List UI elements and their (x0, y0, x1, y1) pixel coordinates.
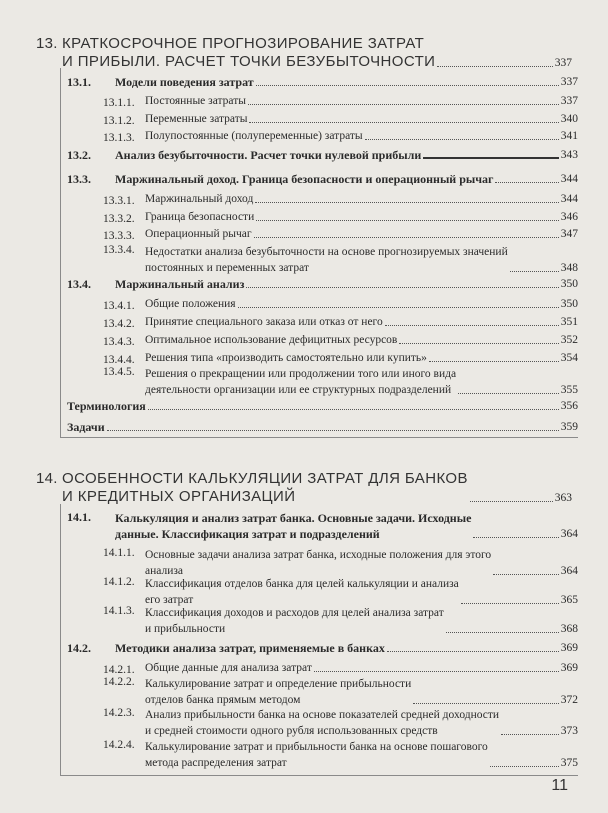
frame-bottom-rule (61, 437, 578, 438)
toc-entry-13-3-4: 13.3.4. Недостатки анализа безубыточности на основе прогнозируемых значений постоянных и переменных затрат 348 (103, 244, 578, 274)
toc-entry-13-3-3: 13.3.3. Операционный рычаг 347 (103, 228, 578, 242)
toc-entry-13-1-2: 13.1.2. Переменные затраты 340 (103, 113, 578, 127)
toc-entry-14-1: 14.1. Калькуляция и анализ затрат банка. Основные задачи. Исходные данные. Классификация затрат и подразделений 364 (67, 510, 578, 541)
toc-entry-14-2: 14.2. Методики анализа затрат, применяемые в банках 369 (67, 641, 578, 655)
toc-entry-13-2: 13.2. Анализ безубыточности. Расчет точки нулевой прибыли 343 (67, 148, 578, 162)
toc-entry-14-1-2: 14.1.2. Классификация отделов банка для целей калькуляции и анализа его затрат 365 (103, 576, 578, 606)
toc-entry-13-4: 13.4. Маржинальный анализ 350 (67, 277, 578, 291)
chapter-14-title: ОСОБЕННОСТИ КАЛЬКУЛЯЦИИ ЗАТРАТ ДЛЯ БАНКОВ И КРЕДИТНЫХ ОРГАНИЗАЦИЙ (62, 470, 468, 505)
toc-entry-13-4-4: 13.4.4. Решения типа «производить самостоятельно или купить» 354 (103, 352, 578, 366)
chapter-13-page: 337 (554, 57, 572, 69)
chapter-13-frame (60, 68, 578, 438)
toc-entry-14-2-1: 14.2.1. Общие данные для анализа затрат 369 (103, 662, 578, 676)
toc-entry-14-2-2: 14.2.2. Калькулирование затрат и определение прибыльности отделов банка прямым методом 372 (103, 676, 578, 706)
page-number: 11 (551, 777, 568, 794)
toc-entry-13-3: 13.3. Маржинальный доход. Граница безопасности и операционный рычаг 344 (67, 172, 578, 186)
dot-leader (470, 501, 553, 502)
toc-entry-13-4-2: 13.4.2. Принятие специального заказа или отказ от него 351 (103, 316, 578, 330)
toc-entry-14-2-4: 14.2.4. Калькулирование затрат и прибыльности банка на основе пошагового метода распределения затрат 375 (103, 739, 578, 769)
chapter-14-number: 14. (36, 470, 58, 487)
dot-leader (437, 66, 552, 67)
toc-entry-14-1-3: 14.1.3. Классификация доходов и расходов для целей анализа затрат и прибыльности 368 (103, 605, 578, 635)
toc-entry-13-3-1: 13.3.1. Маржинальный доход 344 (103, 193, 578, 207)
toc-entry-13-1: 13.1. Модели поведения затрат 337 (67, 75, 578, 89)
toc-entry-13-4-3: 13.4.3. Оптимальное использование дефицитных ресурсов 352 (103, 334, 578, 348)
frame-bottom-rule (61, 775, 578, 776)
chapter-13-title: КРАТКОСРОЧНОЕ ПРОГНОЗИРОВАНИЕ ЗАТРАТ И ПРИБЫЛИ. РАСЧЕТ ТОЧКИ БЕЗУБЫТОЧНОСТИ (62, 35, 436, 70)
chapter-14-page: 363 (554, 492, 572, 504)
toc-entry-13-4-1: 13.4.1. Общие положения 350 (103, 298, 578, 312)
toc-entry-14-1-1: 14.1.1. Основные задачи анализа затрат банка, исходные положения для этого анализа 364 (103, 547, 578, 577)
chapter-13-number: 13. (36, 35, 58, 52)
toc-entry-tasks: Задачи 359 (67, 420, 578, 434)
toc-entry-13-1-3: 13.1.3. Полупостоянные (полупеременные) затраты 341 (103, 130, 578, 144)
toc-entry-13-4-5: 13.4.5. Решения о прекращении или продолжении того или иного вида деятельности организации или ее структурных подразделений 355 (103, 366, 578, 396)
chapter-13-heading (62, 33, 572, 71)
toc-entry-13-1-1: 13.1.1. Постоянные затраты 337 (103, 95, 578, 109)
toc-entry-13-3-2: 13.3.2. Граница безопасности 346 (103, 211, 578, 225)
toc-entry-terminology: Терминология 356 (67, 399, 578, 413)
chapter-14-heading (62, 468, 572, 506)
chapter-14-frame (60, 504, 578, 776)
toc-entry-14-2-3: 14.2.3. Анализ прибыльности банка на основе показателей средней доходности и средней стоимости одного рубля использованных средств 373 (103, 707, 578, 737)
